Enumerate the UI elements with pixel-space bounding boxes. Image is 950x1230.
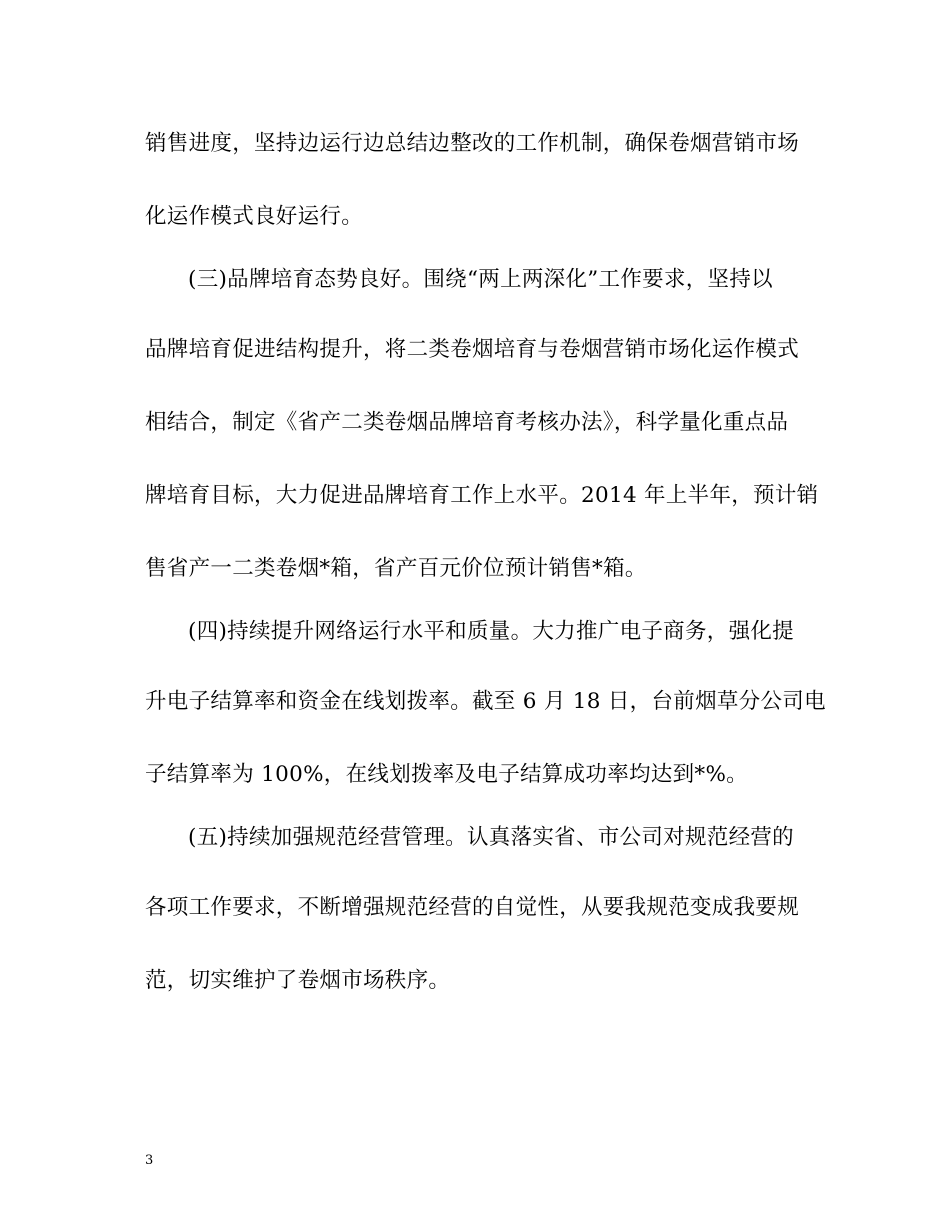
body-text-line: 牌培育目标，大力促进品牌培育工作上水平。2014 年上半年，预计销 xyxy=(145,483,819,508)
body-text-line: 各项工作要求，不断增强规范经营的自觉性，从要我规范变成我要规 xyxy=(145,895,800,920)
body-text-line: 相结合，制定《省产二类卷烟品牌培育考核办法》，科学量化重点品 xyxy=(145,410,789,435)
paragraph-heading-line: (三)品牌培育态势良好。围绕“两上两深化”工作要求，坚持以 xyxy=(188,267,773,292)
body-text-line: 子结算率为 100%，在线划拨率及电子结算成功率均达到*%。 xyxy=(145,762,748,787)
body-text-line: 升电子结算率和资金在线划拨率。截至 6 月 18 日，台前烟草分公司电 xyxy=(145,689,826,714)
body-text-line: 化运作模式良好运行。 xyxy=(145,204,364,229)
body-text-line: 售省产一二类卷烟*箱，省产百元价位预计销售*箱。 xyxy=(145,556,647,581)
body-text-line: 品牌培育促进结构提升，将二类卷烟培育与卷烟营销市场化运作模式 xyxy=(145,337,800,362)
paragraph-heading-line: (五)持续加强规范经营管理。认真落实省、市公司对规范经营的 xyxy=(188,825,794,850)
paragraph-heading-line: (四)持续提升网络运行水平和质量。大力推广电子商务，强化提 xyxy=(188,619,794,644)
body-text-line: 销售进度，坚持边运行边总结边整改的工作机制，确保卷烟营销市场 xyxy=(145,131,800,156)
page-number: 3 xyxy=(145,1153,154,1168)
body-text-line: 范，切实维护了卷烟市场秩序。 xyxy=(145,968,451,993)
